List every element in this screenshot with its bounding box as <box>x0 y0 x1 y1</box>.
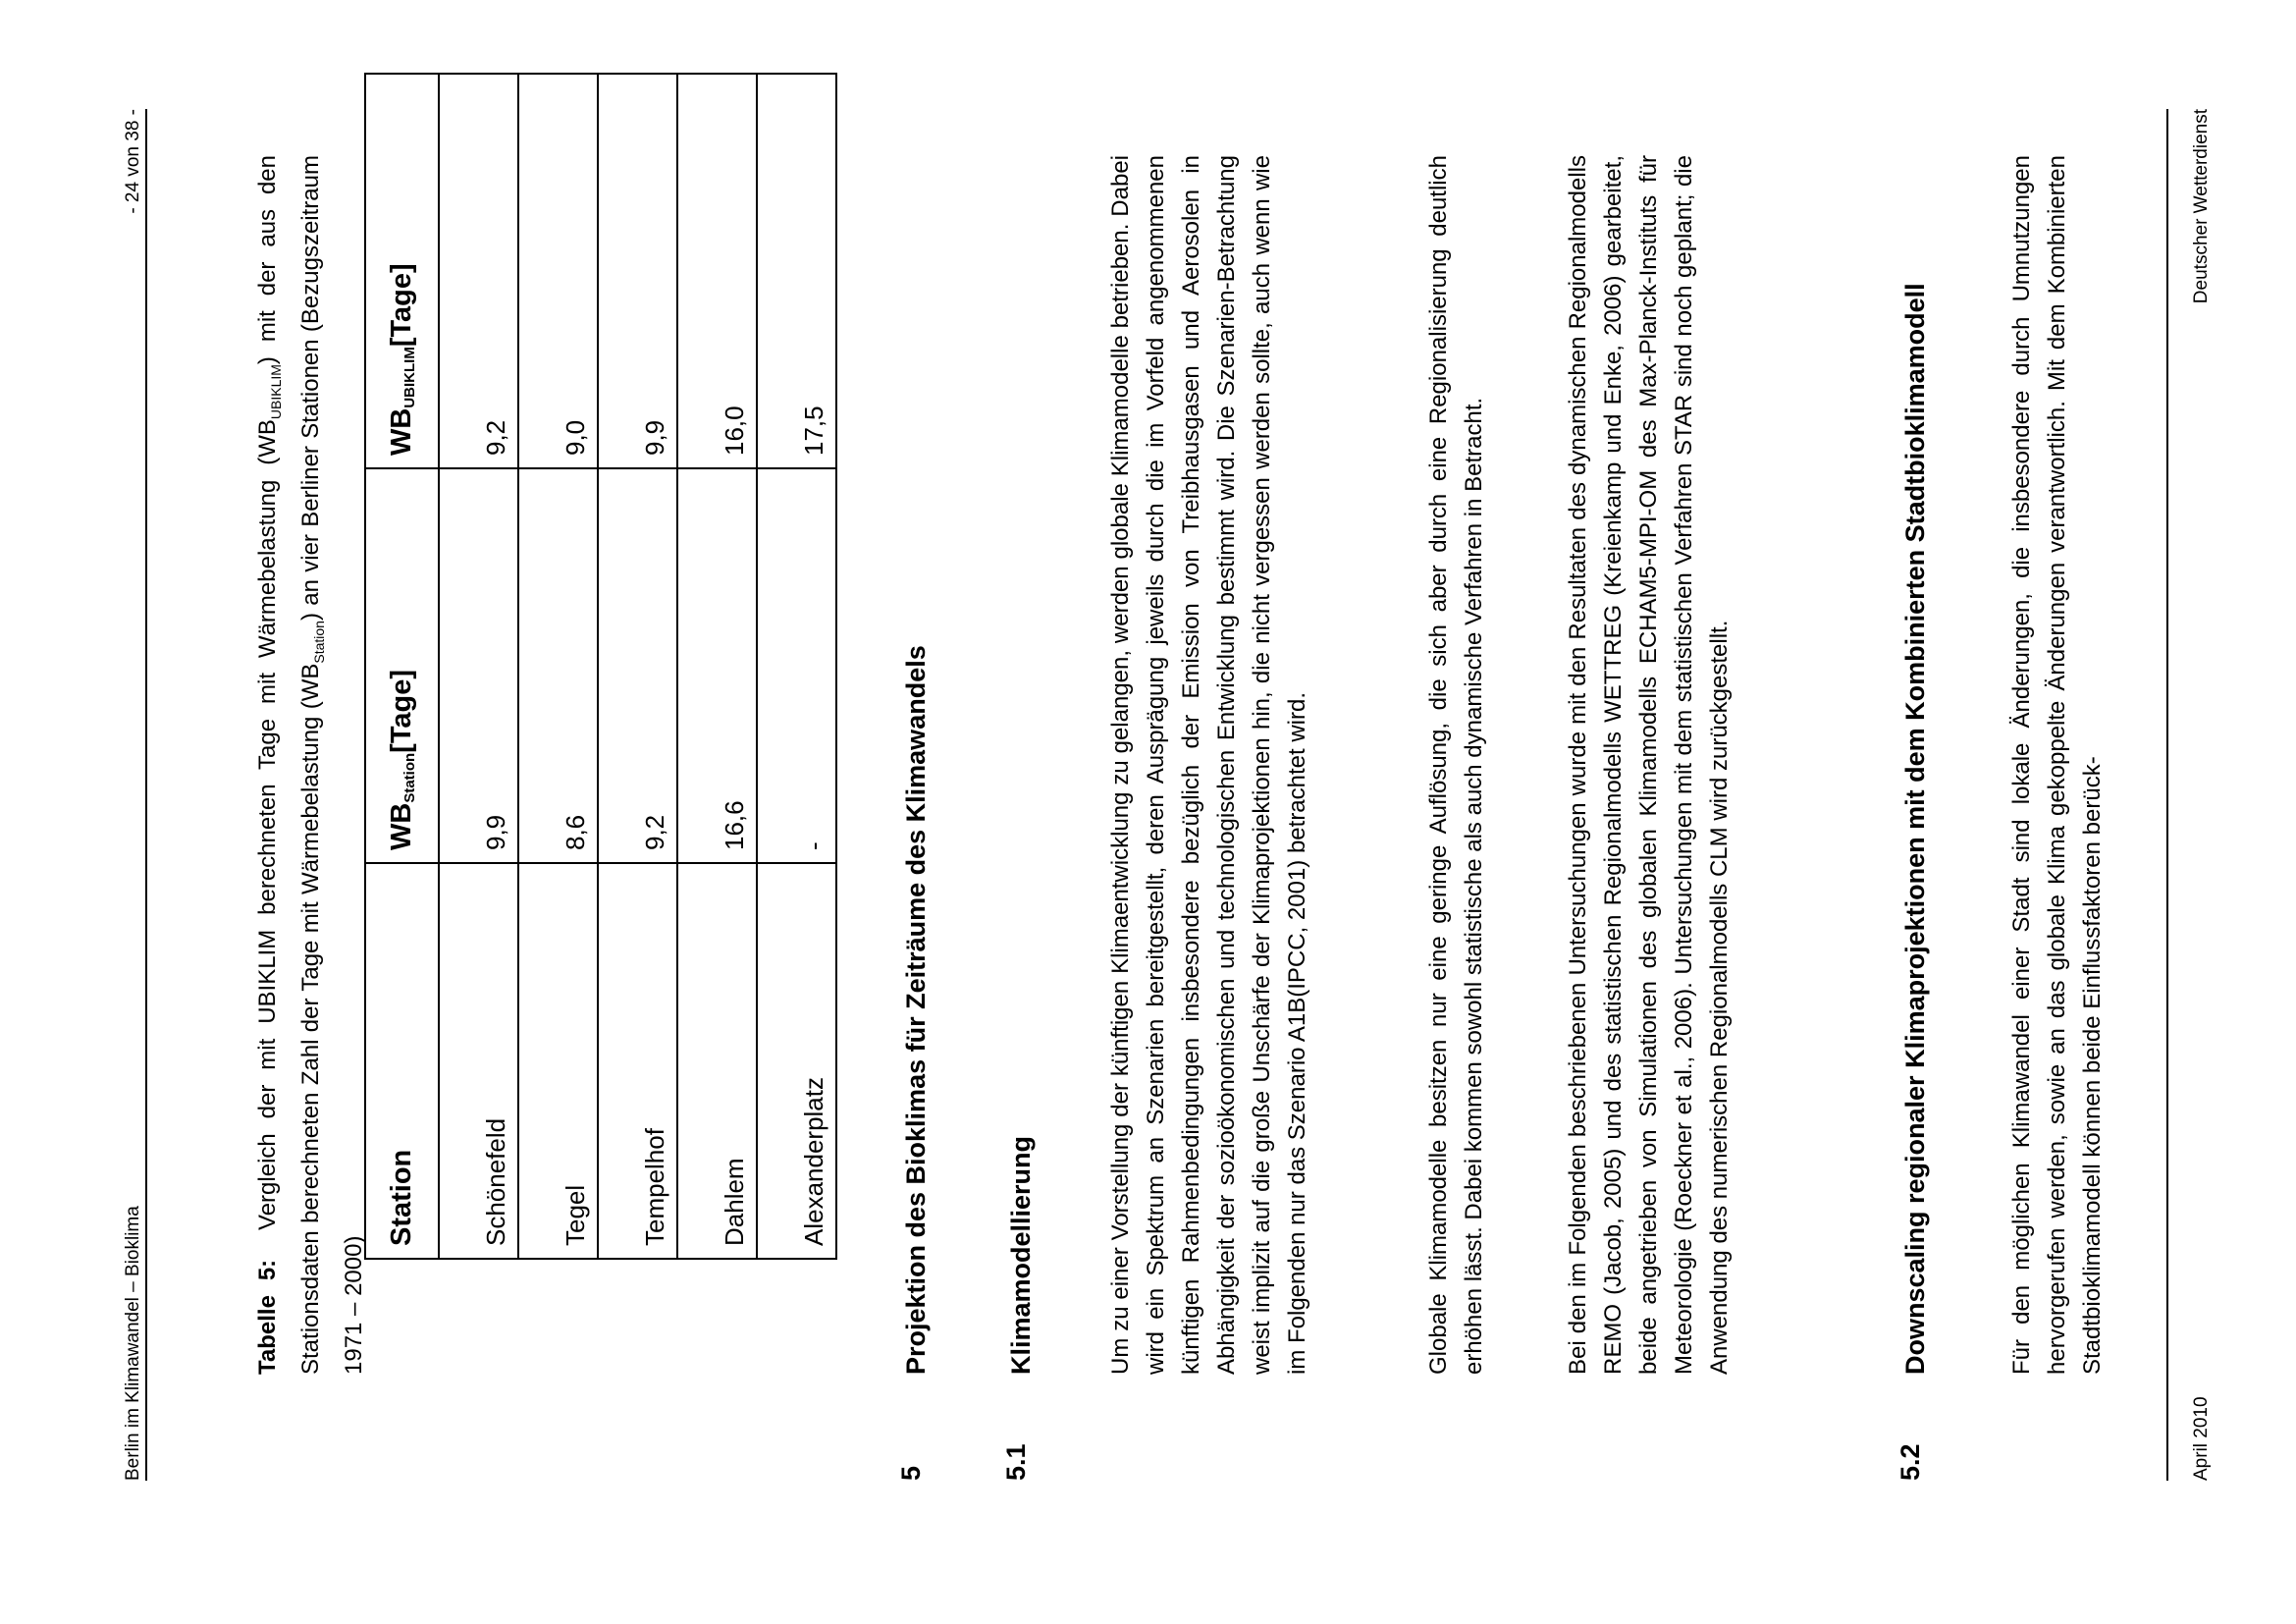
table-row <box>439 74 518 1259</box>
cell-wb-station: 9,9 <box>439 468 518 863</box>
wb-station-sub: Station <box>401 752 418 803</box>
cell-wb-ubiklim: 9,0 <box>518 74 598 468</box>
section-5-1-number: 5.1 <box>1001 1443 1031 1481</box>
footer-right: Deutscher Wetterdienst <box>2191 109 2212 304</box>
wb-ubiklim-main: WB <box>386 407 417 456</box>
table-row <box>757 74 836 1259</box>
wb-ubiklim-sub: UBIKLIM <box>401 347 418 408</box>
cell-wb-ubiklim: 9,9 <box>598 74 677 468</box>
section-5-number: 5 <box>896 1465 926 1481</box>
col-header-wb-station <box>365 468 439 863</box>
table-caption-text-a: Vergleich der mit UBIKLIM berechneten Tage mit Wärmebelastung (WB <box>254 419 281 1230</box>
table-caption-sub-a: UBIKLIM <box>267 364 284 420</box>
cell-wb-ubiklim: 16,0 <box>677 74 757 468</box>
wb-station-unit: [Tage] <box>386 669 417 753</box>
table-caption-label: Tabelle 5: <box>254 1259 281 1375</box>
wb-station-main: WB <box>386 802 417 850</box>
section-5-2-title: Downscaling regionaler Klimaprojektionen mit dem Kombinierten Stadtbioklimamodell <box>1900 283 1930 1375</box>
paragraph-1: Um zu einer Vorstellung der künftigen Klimaentwicklung zu gelangen, werden globale Klimamodelle betrieben. Dabei wird ein Spektrum an Szenarien bereitgestellt, deren Ausprägung jeweils durch die im Vorfeld angenommenen künftigen Rahmenbedingungen insbesondere bezüglich der Emission von Treibhausgasen und Aerosolen in Abhängigkeit der sozioökonomischen und technologischen Entwicklung bestimmt wird. Die Szenarien-Betrachtung weist implizit auf die große Unschärfe der Klimaprojektionen hin, die nicht vergessen werden sollte, auch wenn wie im Folgenden nur das Szenario A1B(IPCC, 2001) betrachtet wird. <box>1107 155 1310 1375</box>
col-header-station: Station <box>365 863 439 1259</box>
table-caption-text-b: ) mit der aus den Stationsdaten berechneten Zahl der Tage mit Wärmebelastung (WB <box>254 155 324 1375</box>
table-row <box>598 74 677 1259</box>
cell-station: Alexanderplatz <box>757 863 836 1259</box>
wb-ubiklim-unit: [Tage] <box>386 263 417 348</box>
col-header-wb-ubiklim <box>365 74 439 468</box>
table-caption <box>250 155 372 1375</box>
paragraph-2: Globale Klimamodelle besitzen nur eine geringe Auflösung, die sich aber durch eine Regionalisierung deutlich erhöhen lässt. Dabei kommen sowohl statistische als auch dynamische Verfahren in Betracht. <box>1425 155 1487 1375</box>
table-header-row <box>365 74 439 1259</box>
cell-wb-station: 16,6 <box>677 468 757 863</box>
cell-wb-station: - <box>757 468 836 863</box>
cell-wb-station: 8,6 <box>518 468 598 863</box>
table-caption-text-c: ) an vier Berliner Stationen (Bezugszeitraum 1971 – 2000) <box>296 155 367 1375</box>
cell-wb-station: 9,2 <box>598 468 677 863</box>
header-left: Berlin im Klimawandel – Bioklima <box>123 1206 143 1481</box>
cell-wb-ubiklim: 9,2 <box>439 74 518 468</box>
cell-station: Tempelhof <box>598 863 677 1259</box>
table-row <box>518 74 598 1259</box>
header-rule <box>145 109 147 1481</box>
cell-station: Tegel <box>518 863 598 1259</box>
header-page-number: - 24 von 38 - <box>123 109 143 214</box>
footer-rule <box>2166 109 2168 1481</box>
section-5-title: Projektion des Bioklimas für Zeiträume des Klimawandels <box>901 645 931 1375</box>
table-caption-sub-b: Station <box>310 621 327 664</box>
section-5-2-number: 5.2 <box>1896 1443 1925 1481</box>
footer-left: April 2010 <box>2191 1396 2212 1481</box>
paragraph-3: Bei den im Folgenden beschriebenen Untersuchungen wurde mit den Resultaten des dynamischen Regionalmodells REMO (Jacob, 2005) und des statistischen Regionalmodells WETTREG (Kreienkamp und Enke, 2006) gearbeitet, beide angetrieben von Simulationen des globalen Klimamodells ECHAM5-MPI-OM des Max-Planck-Instituts für Meteorologie (Roeckner et al., 2006). Untersuchungen mit dem statistischen Verfahren STAR sind noch geplant; die Anwendung des numerischen Regionalmodells CLM wird zurückgestellt. <box>1565 155 1733 1375</box>
table-5 <box>364 73 837 1260</box>
cell-station: Schönefeld <box>439 863 518 1259</box>
cell-wb-ubiklim: 17,5 <box>757 74 836 468</box>
table-row <box>677 74 757 1259</box>
paragraph-4: Für den möglichen Klimawandel einer Stadt sind lokale Änderungen, die insbesondere durch Umnutzungen hervorgerufen werden, sowie an das globale Klima gekoppelte Änderungen verantwortlich. Mit dem Kombinierten Stadtbioklimamodell können beide Einflussfaktoren berück- <box>2008 155 2106 1375</box>
cell-station: Dahlem <box>677 863 757 1259</box>
section-5-1-title: Klimamodellierung <box>1006 1135 1036 1375</box>
